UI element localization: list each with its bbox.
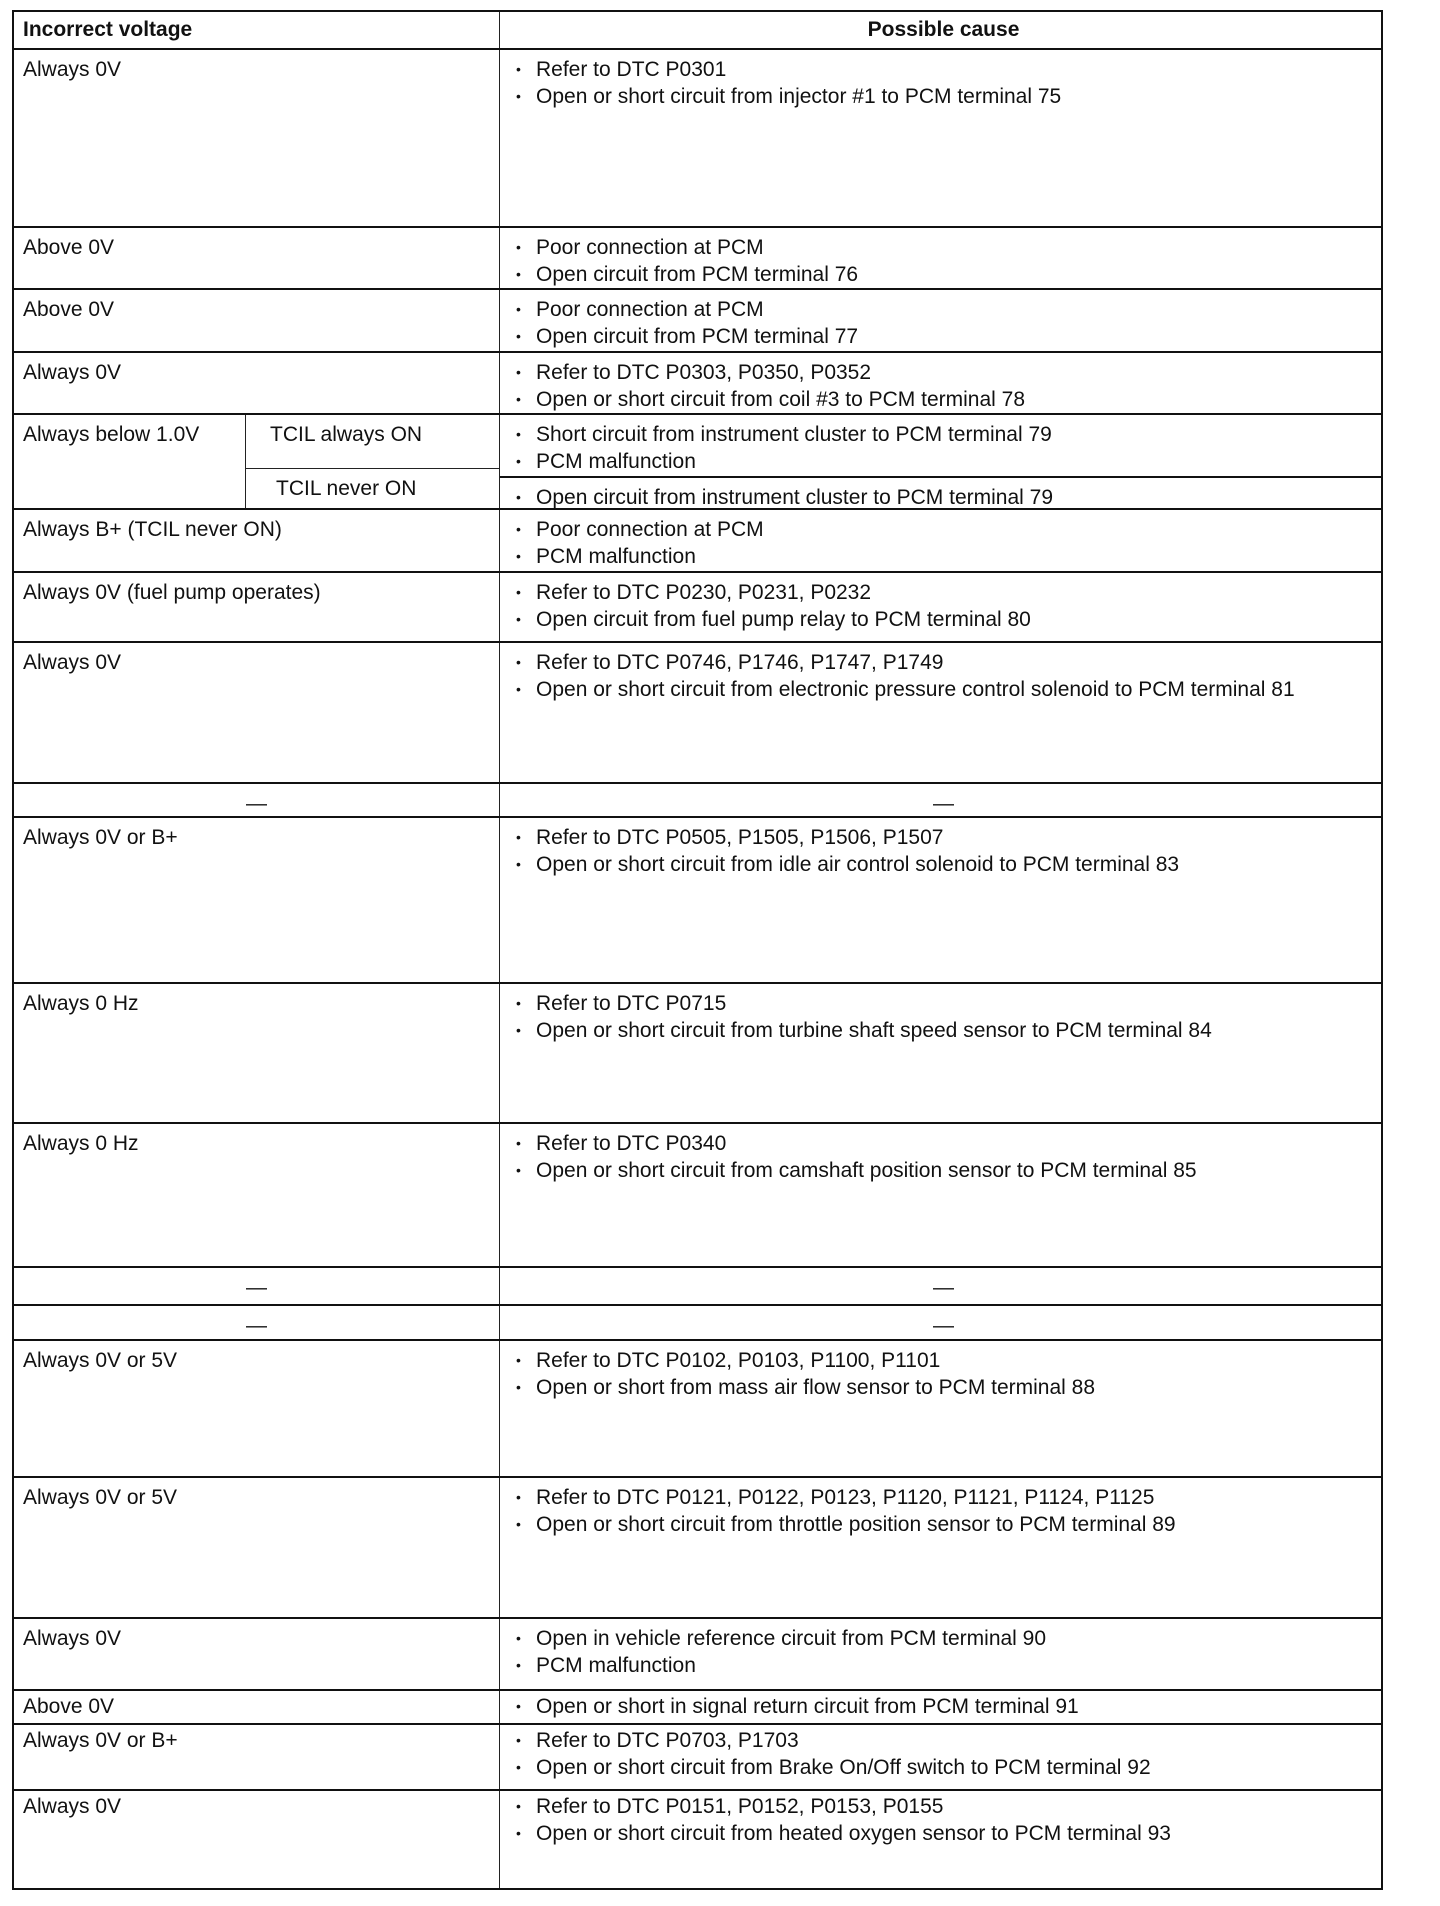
cause-cell	[500, 50, 1381, 226]
table-row-empty	[14, 782, 1381, 816]
voltage-cell: Always 0V	[14, 1791, 500, 1888]
cause-item: • Open or short circuit from injector #1 to PCM terminal 75	[516, 83, 1371, 110]
cause-cell	[500, 510, 1381, 571]
cause-cell	[500, 1341, 1381, 1476]
cause-cell: —	[933, 792, 954, 815]
voltage-cell: Always 0V or B+	[14, 818, 500, 982]
voltage-cell: Always B+ (TCIL never ON)	[14, 510, 500, 571]
table-header-row	[14, 12, 1381, 48]
cause-item: • Refer to DTC P0151, P0152, P0153, P0155	[516, 1793, 1371, 1820]
table-row-empty	[14, 1304, 1381, 1339]
table-row	[14, 351, 1381, 413]
voltage-cell: Always 0V	[14, 353, 500, 413]
table-row	[14, 1723, 1381, 1789]
table-row	[14, 1617, 1381, 1689]
cause-cell	[500, 415, 1381, 508]
voltage-split-cell	[14, 415, 500, 508]
header-possible-cause: Possible cause	[867, 18, 1020, 41]
cause-item: • Open or short in signal return circuit from PCM terminal 91	[516, 1693, 1371, 1720]
table-row	[14, 226, 1381, 288]
cause-item: • Refer to DTC P0715	[516, 990, 1371, 1017]
cause-cell	[500, 1791, 1381, 1888]
voltage-cell: Always 0V or 5V	[14, 1478, 500, 1617]
cause-cell: —	[933, 1314, 954, 1337]
table-row	[14, 1689, 1381, 1723]
header-incorrect-voltage: Incorrect voltage	[14, 12, 500, 48]
cause-item: • Open or short circuit from idle air control solenoid to PCM terminal 83	[516, 851, 1371, 878]
cause-cell	[500, 228, 1381, 288]
cause-item: • Refer to DTC P0746, P1746, P1747, P1749	[516, 649, 1371, 676]
voltage-cell: Always 0V (fuel pump operates)	[14, 573, 500, 641]
table-row	[14, 982, 1381, 1122]
cause-item: • PCM malfunction	[516, 543, 1371, 570]
voltage-cell: Always 0 Hz	[14, 984, 500, 1122]
table-row-empty	[14, 1266, 1381, 1304]
cause-item: • Open circuit from PCM terminal 77	[516, 323, 1371, 350]
voltage-cell: Above 0V	[14, 290, 500, 351]
cause-item: • Refer to DTC P0102, P0103, P1100, P1101	[516, 1347, 1371, 1374]
table-row-split	[14, 413, 1381, 508]
voltage-cell: Always 0V or B+	[14, 1725, 500, 1789]
voltage-cell: Always 0V	[14, 50, 500, 226]
cause-item: • Refer to DTC P0301	[516, 56, 1371, 83]
table-row	[14, 288, 1381, 351]
cause-sub-cell	[500, 415, 1381, 476]
cause-item: • Refer to DTC P0230, P0231, P0232	[516, 579, 1371, 606]
voltage-cell: Always 0V	[14, 643, 500, 782]
cause-item: • Open or short circuit from coil #3 to PCM terminal 78	[516, 386, 1371, 413]
cause-item: • Open or short circuit from Brake On/Off switch to PCM terminal 92	[516, 1754, 1371, 1781]
table-row	[14, 48, 1381, 226]
cause-cell	[500, 818, 1381, 982]
voltage-cell: Above 0V	[14, 228, 500, 288]
cause-item: • PCM malfunction	[516, 448, 1371, 475]
cause-item: • Open or short circuit from turbine shaft speed sensor to PCM terminal 84	[516, 1017, 1371, 1044]
voltage-cell: Always 0V	[14, 1619, 500, 1689]
cause-item: • Open circuit from PCM terminal 76	[516, 261, 1371, 288]
cause-item: • Poor connection at PCM	[516, 516, 1371, 543]
cause-item: • Refer to DTC P0121, P0122, P0123, P1120, P1121, P1124, P1125	[516, 1484, 1371, 1511]
cause-item: • Refer to DTC P0703, P1703	[516, 1727, 1371, 1754]
voltage-cell: —	[14, 784, 500, 816]
voltage-cell: Always 0V or 5V	[14, 1341, 500, 1476]
cause-cell	[500, 1478, 1381, 1617]
cause-cell	[500, 643, 1381, 782]
cause-item: • Refer to DTC P0505, P1505, P1506, P1507	[516, 824, 1371, 851]
table-row	[14, 1789, 1381, 1888]
cause-item: • Poor connection at PCM	[516, 234, 1371, 261]
cause-item: • Open circuit from fuel pump relay to PCM terminal 80	[516, 606, 1371, 633]
cause-cell	[500, 353, 1381, 413]
voltage-cell: Always below 1.0V	[14, 415, 246, 508]
cause-item: • Open circuit from instrument cluster to PCM terminal 79	[516, 484, 1371, 511]
cause-item: • Short circuit from instrument cluster to PCM terminal 79	[516, 421, 1371, 448]
table-row	[14, 816, 1381, 982]
table-row	[14, 641, 1381, 782]
voltage-cell: —	[14, 1268, 500, 1304]
cause-item: • Open or short circuit from camshaft position sensor to PCM terminal 85	[516, 1157, 1371, 1184]
cause-item: • Open or short from mass air flow sensor to PCM terminal 88	[516, 1374, 1371, 1401]
voltage-cell: Above 0V	[14, 1691, 500, 1723]
cause-item: • Refer to DTC P0340	[516, 1130, 1371, 1157]
cause-cell	[500, 573, 1381, 641]
cause-item: • Open in vehicle reference circuit from PCM terminal 90	[516, 1625, 1371, 1652]
cause-item: • Refer to DTC P0303, P0350, P0352	[516, 359, 1371, 386]
voltage-cell: —	[14, 1306, 500, 1339]
diagnostic-table	[12, 10, 1383, 1890]
cause-cell	[500, 1619, 1381, 1689]
cause-item: • Open or short circuit from throttle position sensor to PCM terminal 89	[516, 1511, 1371, 1538]
condition-cell: TCIL never ON	[246, 468, 499, 508]
cause-item: • PCM malfunction	[516, 1652, 1371, 1679]
voltage-cell: Always 0 Hz	[14, 1124, 500, 1266]
cause-cell: —	[933, 1276, 954, 1299]
cause-item: • Open or short circuit from heated oxygen sensor to PCM terminal 93	[516, 1820, 1371, 1847]
table-row	[14, 1122, 1381, 1266]
cause-cell	[500, 1691, 1381, 1723]
table-row	[14, 1476, 1381, 1617]
table-row	[14, 508, 1381, 571]
cause-item: • Open or short circuit from electronic pressure control solenoid to PCM terminal 81	[516, 676, 1371, 703]
condition-column	[246, 415, 499, 508]
condition-cell: TCIL always ON	[270, 423, 423, 446]
table-row	[14, 1339, 1381, 1476]
table-row	[14, 571, 1381, 641]
cause-cell	[500, 1725, 1381, 1789]
cause-cell	[500, 290, 1381, 351]
cause-cell	[500, 1124, 1381, 1266]
cause-cell	[500, 984, 1381, 1122]
cause-item: • Poor connection at PCM	[516, 296, 1371, 323]
